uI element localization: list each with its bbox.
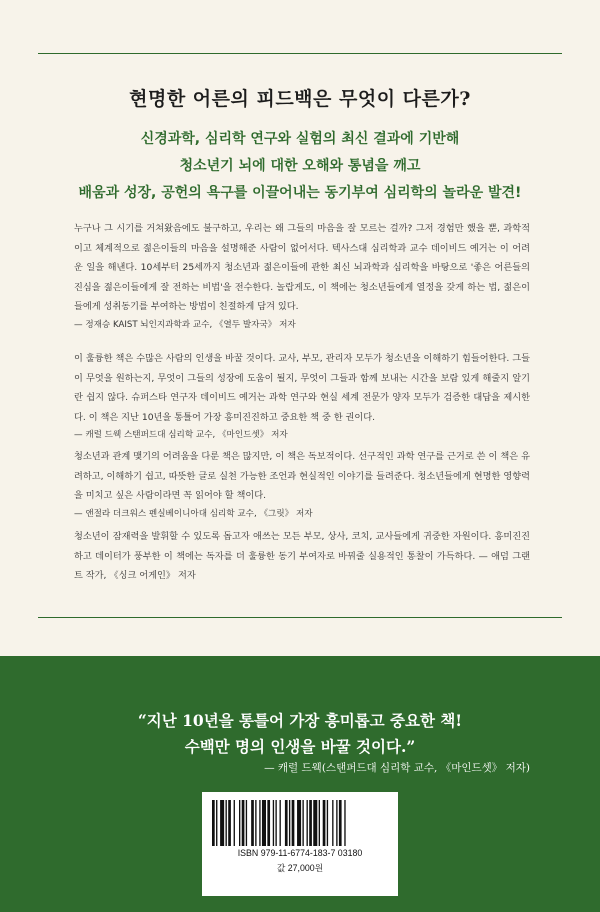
- barcode-bar: [289, 800, 290, 846]
- barcode-bar: [275, 800, 276, 846]
- subheadline-1: 신경과학, 심리학 연구와 실험의 최신 결과에 기반해: [140, 131, 460, 147]
- barcode-bar: [267, 800, 270, 846]
- subheadlines: [0, 126, 600, 207]
- barcode-bar: [259, 800, 260, 846]
- review-3: [74, 447, 530, 522]
- barcode-bar: [319, 800, 320, 846]
- barcode-bar: [280, 800, 281, 846]
- subheadline-2: 청소년기 뇌에 대한 오해와 통념을 깨고: [179, 158, 421, 174]
- review-text: 이 훌륭한 책은 수많은 사람의 인생을 바꿀 것이다. 교사, 부모, 관리자 모두가 청소년을 이해하기 힘들어한다. 그들이 무엇을 원하는지, 무엇이 그들의 성장에 도움이 될지, 무엇이 그들과 함께 보내는 시간을 보람 있게 해줄지 알기란 쉽지 않다. 슈퍼스타 연구자 데이비드 예거는 과학 연구와 현실 세계 전문가 양자 모두가 검증한 대답을 제시한다. 이 책은 지난 10년을 통틀어 가장 흥미진진하고 중요한 책 중 한 권이다.: [74, 353, 530, 423]
- barcode-bar: [251, 800, 254, 846]
- headline: 현명한 어른의 피드백은 무엇이 다른가?: [129, 88, 471, 110]
- price: 값 27,000원: [276, 863, 324, 873]
- quote-attribution: — 캐럴 드웩(스탠퍼드대 심리학 교수, 《마인드셋》 저자): [264, 762, 530, 774]
- barcode-bar: [313, 800, 317, 846]
- barcode-bar: [246, 800, 247, 846]
- review-1: [74, 219, 530, 333]
- top-rule: [38, 53, 562, 54]
- pull-quote: [0, 708, 600, 760]
- barcode-bar: [309, 800, 312, 846]
- review-text: 청소년과 관계 맺기의 어려움을 다룬 책은 많지만, 이 책은 독보적이다. 선구적인 과학 연구를 근거로 쓴 이 책은 유려하고, 이해하기 쉽고, 따뜻한 글로 실천 가능한 조언과 현실적인 이야기를 들려준다. 청소년들에게 현명한 영향력을 미치고 싶은 사람이라면 꼭 읽어야 할 책이다.: [74, 451, 530, 502]
- barcode-bar: [285, 800, 288, 846]
- barcode-bar: [297, 800, 301, 846]
- barcode-bar: [234, 800, 235, 846]
- barcode-bar: [212, 800, 215, 846]
- barcode-bar: [228, 800, 231, 846]
- barcode-bars: [212, 800, 388, 846]
- barcode-bar: [323, 800, 326, 846]
- barcode-bar: [336, 800, 337, 846]
- review-attribution: — 캐럴 드웩 스탠퍼드대 심리학 교수, 《마인드셋》 저자: [74, 430, 288, 441]
- review-attribution: — 앤절라 더크워스 펜실베이니아대 심리학 교수, 《그릿》 저자: [74, 508, 313, 519]
- quote-line-2: 수백만 명의 인생을 바꿀 것이다.”: [184, 737, 416, 756]
- review-text: 누구나 그 시기를 거쳐왔음에도 불구하고, 우리는 왜 그들의 마음을 잘 모르는 걸까? 그저 경험만 했을 뿐, 과학적이고 체계적으로 젊은이들의 마음을 설명해준 사람이 없어서다. 텍사스대 심리학과 교수 데이비드 예거는 이 어려운 일을 해낸다. 10세부터 25세까지 청소년과 젊은이들에 관한 최신 뇌과학과 심리학을 바탕으로 '좋은 어른들의 진심을 젊은이들에게 잘 전하는 비법'을 전수한다. 놀랍게도, 이 책에는 청소년들에게 열정을 갖게 하는 법, 젊은이들에게 성취동기를 부여하는 방법이 친절하게 담겨 있다.: [74, 223, 530, 313]
- subheadline-3: 배움과 성장, 공헌의 욕구를 이끌어내는 동기부여 심리학의 놀라운 발견!: [78, 185, 522, 201]
- isbn: ISBN 979-11-6774-183-7 03180: [237, 848, 363, 858]
- barcode-bar: [292, 800, 295, 846]
- bottom-rule: [38, 617, 562, 618]
- barcode-bar: [239, 800, 240, 846]
- barcode-bar: [344, 800, 345, 846]
- barcode-bar: [255, 800, 256, 846]
- barcode-bar: [226, 800, 227, 846]
- barcode-bar: [220, 800, 224, 846]
- quote-line-1: “지난 10년을 통틀어 가장 흥미롭고 중요한 책!: [137, 711, 463, 730]
- barcode-bar: [339, 800, 342, 846]
- barcode-bar: [307, 800, 308, 846]
- barcode: [202, 792, 398, 896]
- barcode-bar: [216, 800, 217, 846]
- barcode-bar: [273, 800, 274, 846]
- barcode-bar: [327, 800, 328, 846]
- barcode-bar: [242, 800, 245, 846]
- barcode-bar: [302, 800, 303, 846]
- barcode-bar: [332, 800, 333, 846]
- review-2: [74, 349, 530, 443]
- review-4: [74, 527, 530, 586]
- review-text: 청소년이 잠재력을 발휘할 수 있도록 돕고자 애쓰는 모든 부모, 상사, 코치, 교사들에게 귀중한 자원이다. 흥미진진하고 데이터가 풍부한 이 책에는 독자를 더 훌륭한 동기 부여자로 바꿔줄 실용적인 통찰이 가득하다. — 애덤 그랜트 작가, 《싱크 어게인》 저자: [74, 531, 530, 582]
- review-attribution: — 정재승 KAIST 뇌인지과학과 교수, 《열두 발자국》 저자: [74, 319, 296, 330]
- barcode-bar: [262, 800, 266, 846]
